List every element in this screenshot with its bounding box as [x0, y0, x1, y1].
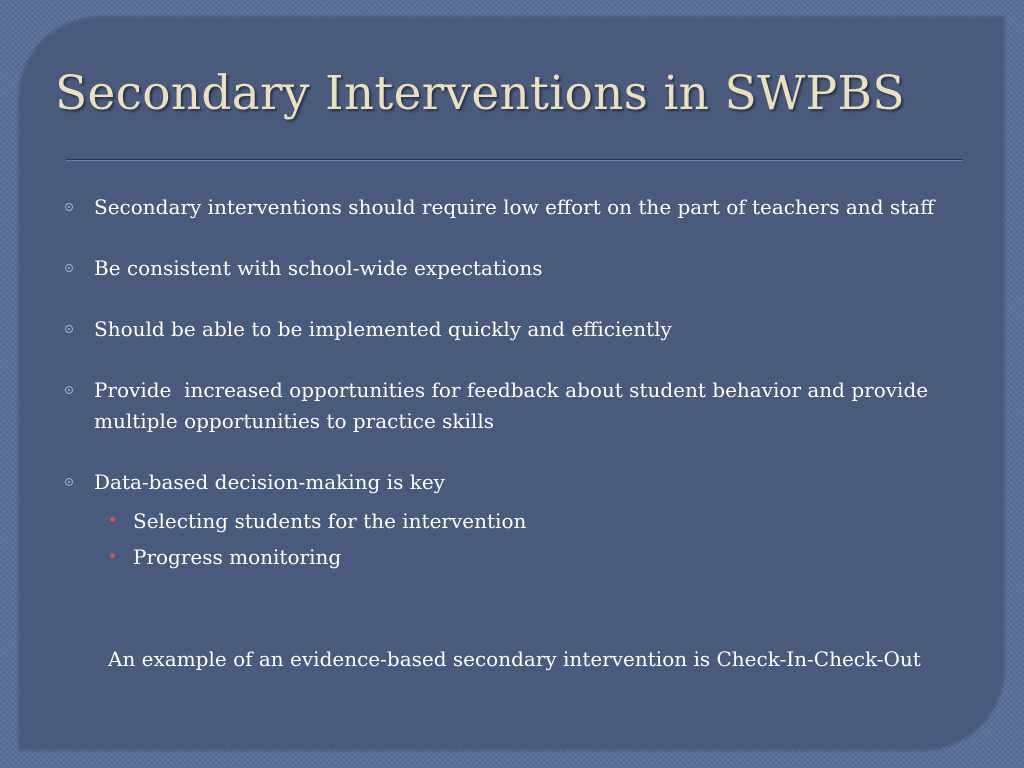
bullet-item	[62, 467, 962, 498]
circled-dot-icon	[65, 386, 73, 394]
red-dot-icon	[110, 553, 115, 558]
slide-title: Secondary Interventions in SWPBS	[55, 66, 905, 121]
bullet-list	[62, 192, 962, 575]
circled-dot-icon	[65, 478, 73, 486]
sub-bullet-item	[62, 503, 962, 539]
bullet-text: Secondary interventions should require low effort on the part of teachers and staff	[94, 195, 935, 219]
bullet-item	[62, 375, 962, 437]
red-dot-icon	[110, 517, 115, 522]
sub-bullet-item	[62, 539, 962, 575]
title-divider	[66, 159, 963, 161]
bullet-text: Be consistent with school-wide expectations	[94, 256, 543, 280]
bullet-text: Provide increased opportunities for feedback about student behavior and provide multiple opportunities to practice skills	[94, 378, 935, 433]
closing-text: An example of an evidence-based secondary intervention is Check-In-Check-Out	[108, 647, 921, 671]
circled-dot-icon	[65, 203, 73, 211]
circled-dot-icon	[65, 325, 73, 333]
sub-bullet-text: Selecting students for the intervention	[133, 509, 527, 533]
bullet-text: Should be able to be implemented quickly and efficiently	[94, 317, 672, 341]
bullet-item	[62, 253, 962, 284]
bullet-text: Data-based decision-making is key	[94, 470, 445, 494]
bullet-item	[62, 192, 962, 223]
sub-bullet-text: Progress monitoring	[133, 545, 342, 569]
circled-dot-icon	[65, 264, 73, 272]
bullet-item	[62, 314, 962, 345]
